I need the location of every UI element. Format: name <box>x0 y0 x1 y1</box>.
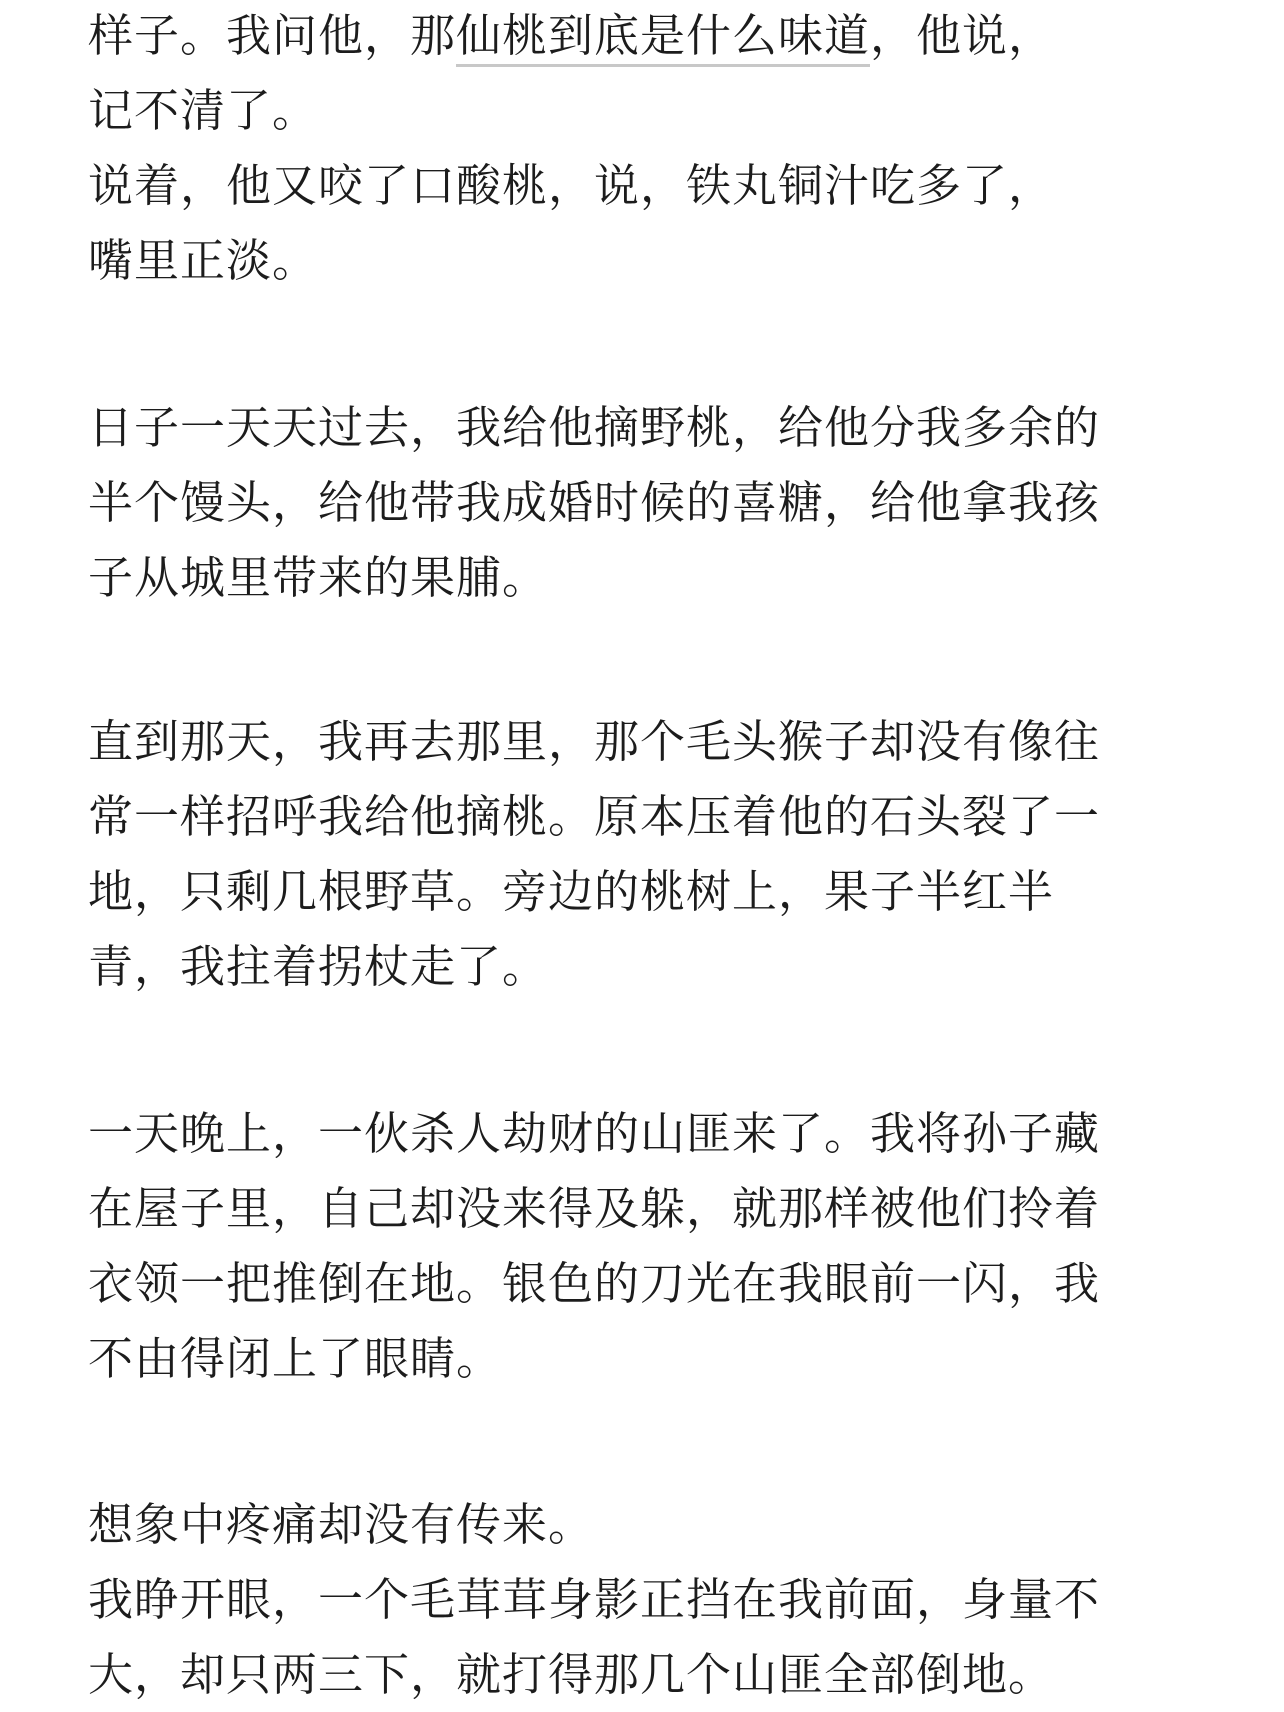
text-line: 我睁开眼，一个毛茸茸身影正挡在我前面，身量不 <box>88 1573 1101 1626</box>
text-line: 记不清了。 <box>88 84 319 137</box>
text-line: 说着，他又咬了口酸桃，说，铁丸铜汁吃多了， <box>88 159 1055 212</box>
text-line <box>88 0 1218 73</box>
text-line: 想象中疼痛却没有传来。 <box>88 1498 595 1551</box>
paragraph-3 <box>88 704 1218 1004</box>
text-line: 嘴里正淡。 <box>88 234 319 287</box>
text-line: 不由得闭上了眼睛。 <box>88 1332 503 1385</box>
text-line: 地，只剩几根野草。旁边的桃树上，果子半红半 <box>88 865 1055 918</box>
text-line: 在屋子里，自己却没来得及躲，就那样被他们拎着 <box>88 1182 1101 1235</box>
text-line: 青，我拄着拐杖走了。 <box>88 940 549 993</box>
paragraph-4 <box>88 1096 1218 1396</box>
text-line: 大，却只两三下，就打得那几个山匪全部倒地。 <box>88 1648 1055 1701</box>
text-line: 一天晚上，一伙杀人劫财的山匪来了。我将孙子藏 <box>88 1107 1101 1160</box>
text-line: 常一样招呼我给他摘桃。原本压着他的石头裂了一 <box>88 790 1101 843</box>
paragraph-5 <box>88 1487 1218 1712</box>
text-segment: 样子。我问他，那 <box>88 9 457 62</box>
text-line: 日子一天天过去，我给他摘野桃，给他分我多余的 <box>88 401 1101 454</box>
underlined-phrase: 仙桃到底是什么味道 <box>456 9 870 67</box>
text-line: 半个馒头，给他带我成婚时候的喜糖，给他拿我孩 <box>88 476 1101 529</box>
text-line: 子从城里带来的果脯。 <box>88 551 549 604</box>
text-line: 直到那天，我再去那里，那个毛头猴子却没有像往 <box>88 715 1101 768</box>
paragraph-1 <box>88 0 1218 298</box>
text-segment: ，他说， <box>870 9 1055 62</box>
paragraph-2 <box>88 390 1218 615</box>
text-line: 衣领一把推倒在地。银色的刀光在我眼前一闪，我 <box>88 1257 1101 1310</box>
